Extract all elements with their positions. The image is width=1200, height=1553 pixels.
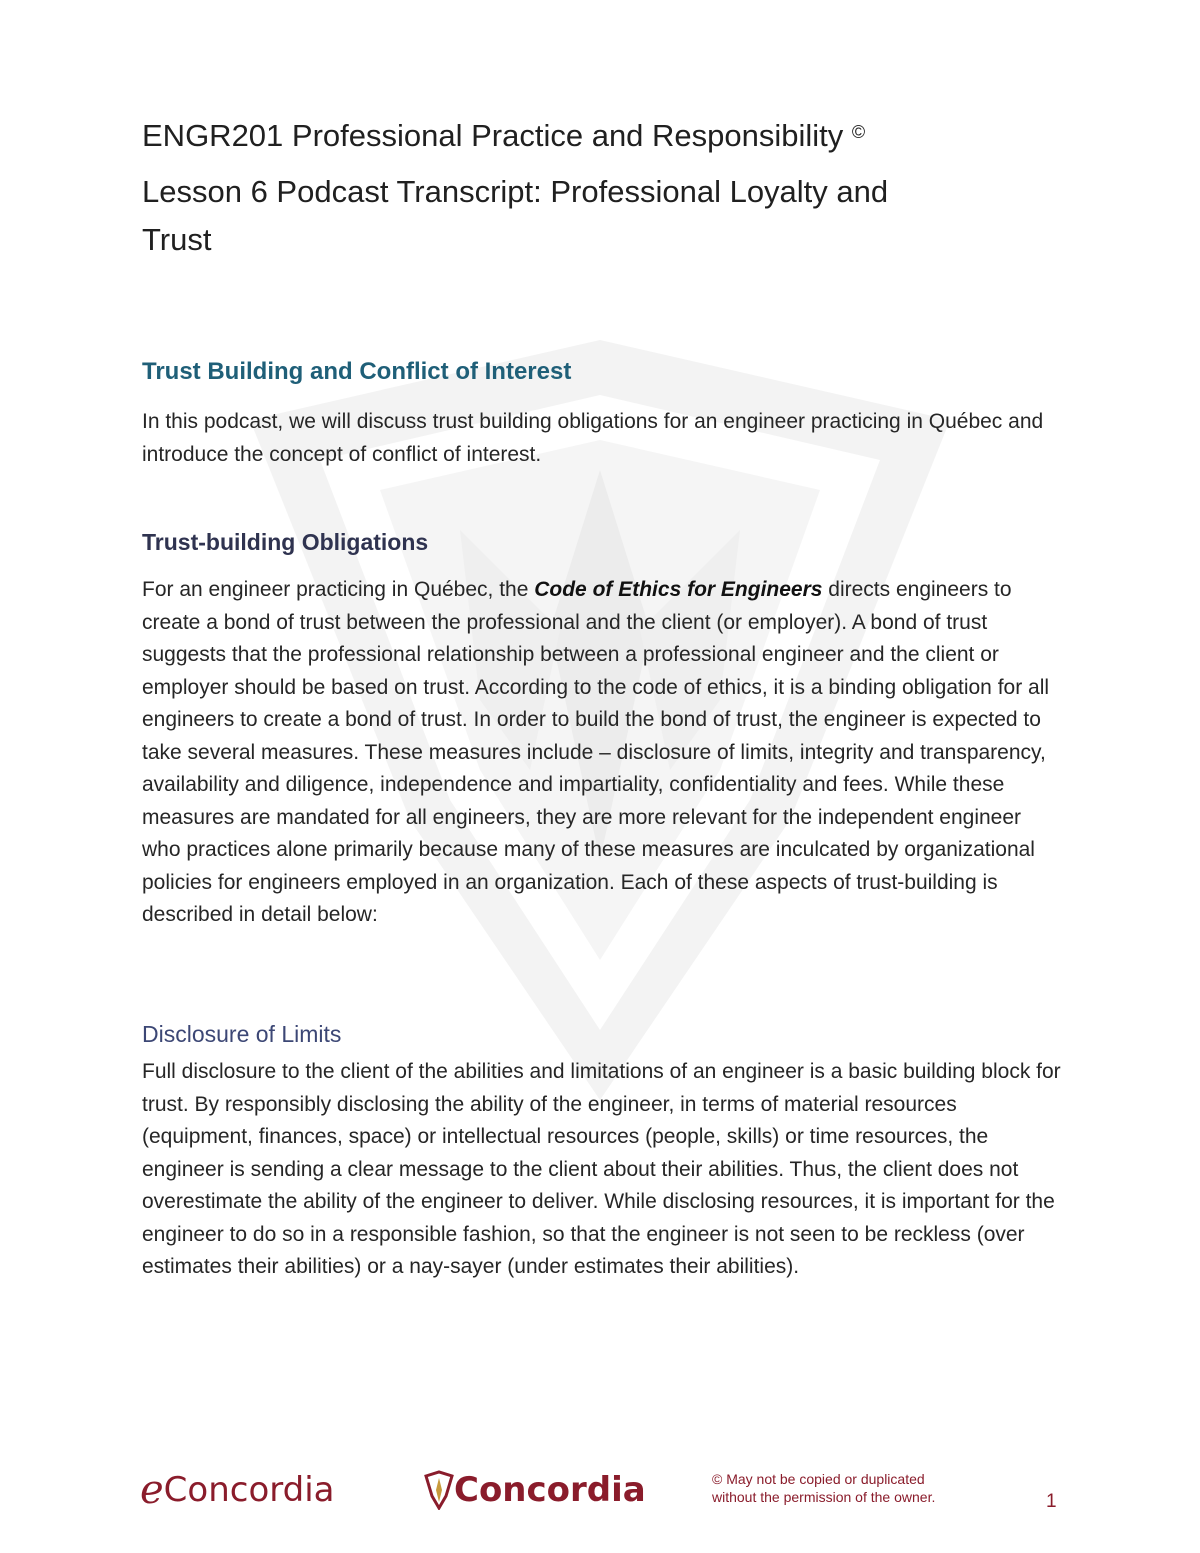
copyright-notice-line-2: without the permission of the owner.	[712, 1489, 936, 1505]
code-of-ethics-emphasis: Code of Ethics for Engineers	[534, 578, 823, 601]
section-heading-trust-building: Trust Building and Conflict of Interest	[142, 358, 572, 385]
concordia-wordmark: Concordia	[454, 1470, 646, 1510]
course-title: ENGR201 Professional Practice and Responsibility ©	[142, 118, 866, 153]
section-heading-disclosure: Disclosure of Limits	[142, 1021, 342, 1047]
lesson-title-line-1: Lesson 6 Podcast Transcript: Professional Loyalty and	[142, 174, 889, 209]
concordia-shield-icon	[424, 1470, 454, 1510]
section-heading-obligations: Trust-building Obligations	[142, 529, 429, 555]
page-number: 1	[1046, 1491, 1057, 1512]
intro-paragraph: In this podcast, we will discuss trust building obligations for an engineer practicing in Québec and introduce the concept of conflict of interest.	[142, 410, 1044, 466]
concordia-logo	[424, 1466, 646, 1514]
econcordia-logo	[140, 1466, 335, 1514]
econcordia-wordmark: Concordia	[163, 1470, 335, 1510]
lesson-title-line-2: Trust	[142, 222, 212, 257]
copyright-symbol: ©	[851, 122, 866, 142]
copyright-notice-line-1: © May not be copied or duplicated	[712, 1471, 925, 1487]
copyright-notice	[712, 1470, 935, 1506]
obligations-paragraph: For an engineer practicing in Québec, the Code of Ethics for Engineers directs engineers to create a bond of trust between the professional and the client (or employer). A bond of trust suggests that the professional relationship between a professional engineer and the client or employer should be based on trust. According to the code of ethics, it is a binding obligation for all engineers to create a bond of trust. In order to build the bond of trust, the engineer is expected to take several measures. These measures include – disclosure of limits, integrity and transparency, availability and diligence, independence and impartiality, confidentiality and fees. While these measures are mandated for all engineers, they are more relevant for the independent engineer who practices alone primarily because many of these measures are inculcated by organizational policies for engineers employed in an organization. Each of these aspects of trust-building is described in detail below:	[142, 578, 1050, 926]
disclosure-paragraph: Full disclosure to the client of the abilities and limitations of an engineer is a basic building block for trust. By responsibly disclosing the ability of the engineer, in terms of material resources (equipment, finances, space) or intellectual resources (people, skills) or time resources, the engineer is sending a clear message to the client about their abilities. Thus, the client does not overestimate the ability of the engineer to deliver. While disclosing resources, it is important for the engineer to do so in a responsible fashion, so that the engineer is not seen to be reckless (over estimates their abilities) or a nay-sayer (under estimates their abilities).	[142, 1060, 1061, 1278]
econcordia-e-mark: e	[140, 1467, 164, 1513]
